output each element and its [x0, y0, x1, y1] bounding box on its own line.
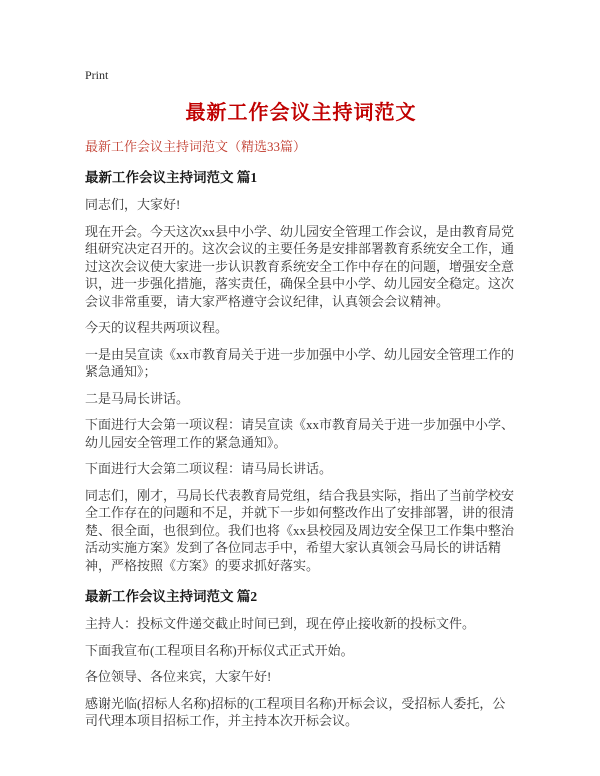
section-2	[85, 588, 517, 730]
paragraph: 各位领导、各位来宾，大家午好!	[85, 669, 272, 684]
paragraph: 同志们，大家好!	[85, 197, 181, 212]
paragraph: 下面进行大会第二项议程：请马局长讲话。	[85, 461, 333, 476]
section-heading: 最新工作会议主持词范文 篇2	[85, 589, 258, 604]
paragraph: 二是马局长讲话。	[85, 390, 190, 406]
paragraph: 今天的议程共两项议程。	[85, 320, 229, 335]
paragraph: 下面我宣布(工程项目名称)开标仪式正式开始。	[85, 642, 354, 658]
paragraph: 同志们，刚才，马局长代表教育局党组，结合我县实际，指出了当前学校安全工作存在的问题和不足，并就下一步如何整改作出了安排部署，讲的很清楚、很全面，也很到位。我们也将《xx县校园及周边安全保卫工作集中整治活动实施方案》发到了各位同志手中，希望大家认真领会马局长的讲话精神，严格按照《方案》的要求抓好落实。	[85, 487, 515, 573]
paragraph: 主持人：投标文件递交截止时间已到，现在停止接收新的投标文件。	[85, 616, 476, 631]
paragraph: 下面进行大会第一项议程：请吴宣读《xx市教育局关于进一步加强中小学、幼儿园安全管理工作的紧急通知》。	[85, 417, 515, 450]
page-title: 最新工作会议主持词范文	[185, 102, 417, 124]
section-heading: 最新工作会议主持词范文 篇1	[85, 170, 258, 185]
paragraph: 现在开会。今天这次xx县中小学、幼儿园安全管理工作会议，是由教育局党组研究决定召开的。这次会议的主要任务是安排部署教育系统安全工作，通过这次会议使大家进一步认识教育系统安全工作中存在的问题，增强安全意识，进一步强化措施，落实责任，确保全县中小学、幼儿园安全稳定。这次会议非常重要，请大家严格遵守会议纪律，认真领会会议精神。	[85, 223, 515, 309]
page-subtitle: 最新工作会议主持词范文（精选33篇）	[85, 139, 307, 154]
paragraph: 感谢光临(招标人名称)招标的(工程项目名称)开标会议，受招标人委托，公司代理本项目招标工作，并主持本次开标会议。	[85, 695, 506, 728]
section-1	[85, 169, 517, 574]
paragraph: 一是由吴宣读《xx市教育局关于进一步加强中小学、幼儿园安全管理工作的紧急通知》；	[85, 346, 515, 379]
print-link[interactable]: Print	[85, 68, 109, 82]
